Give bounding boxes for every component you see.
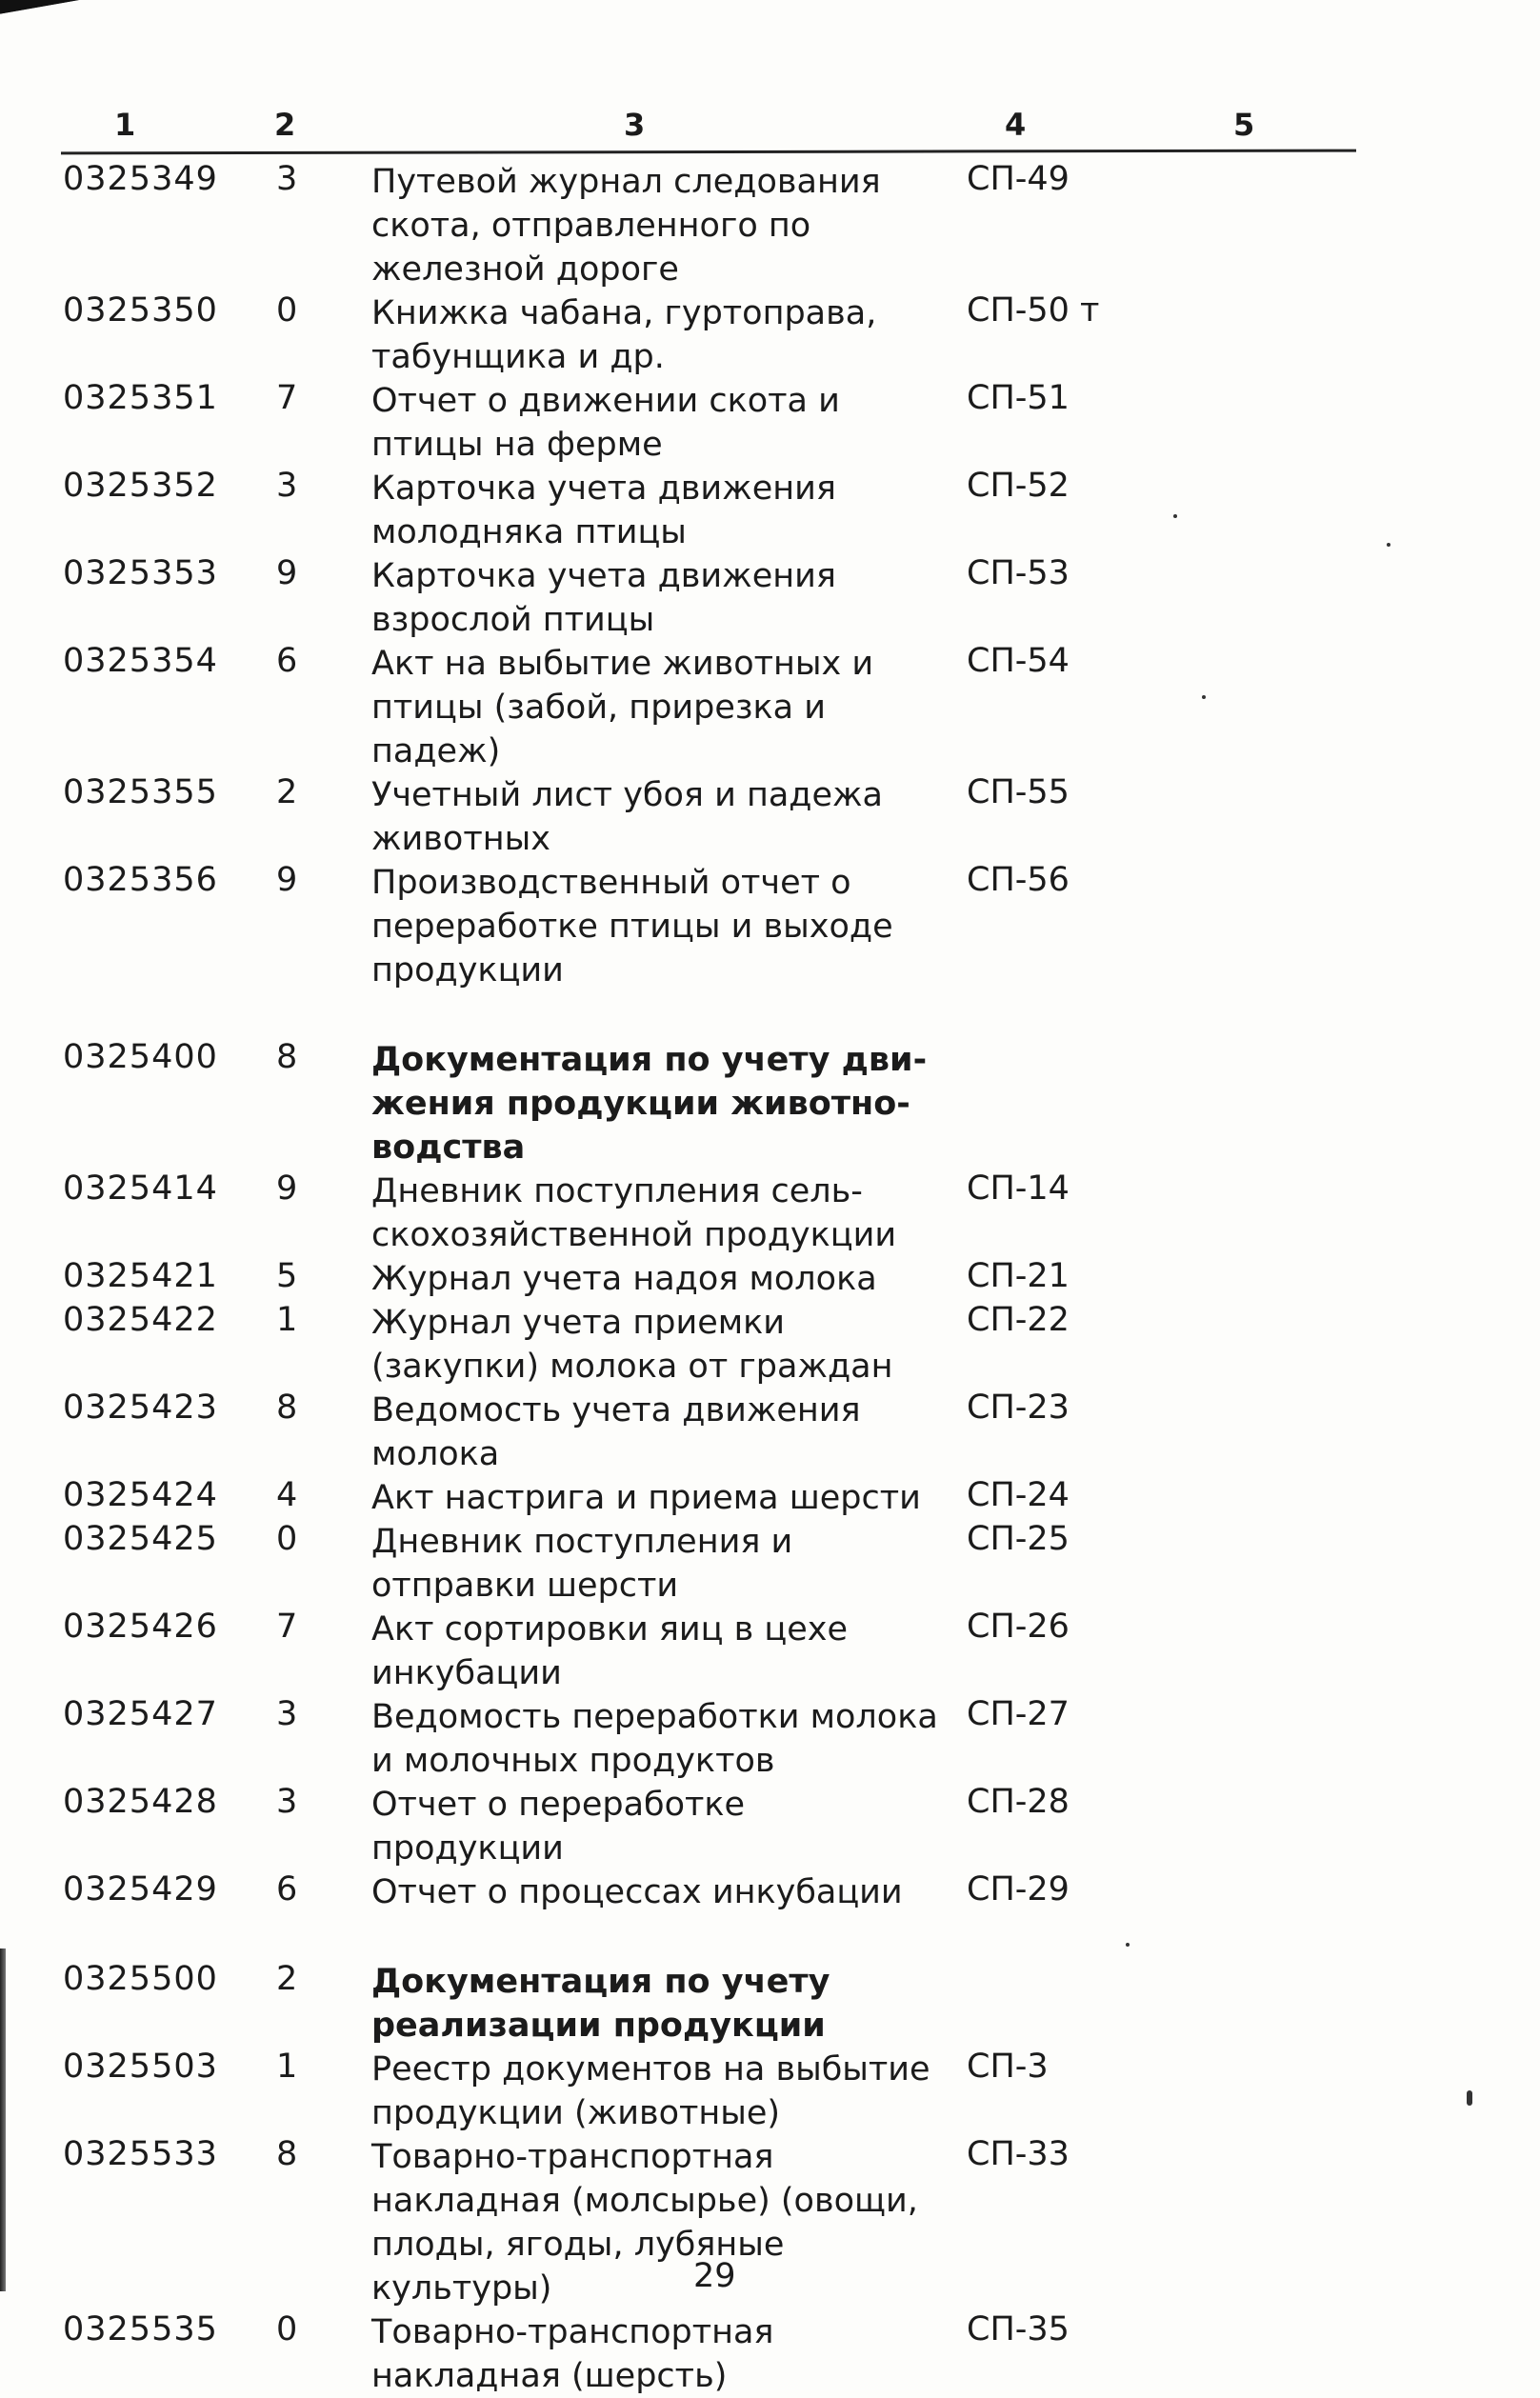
form-number: СП-25	[967, 1520, 1070, 1558]
form-name: Путевой журнал следования скота, отправленного по железной дороге	[371, 163, 881, 289]
control-digit: 3	[276, 160, 298, 198]
control-digit: 7	[276, 379, 298, 417]
scan-corner-mark	[0, 0, 105, 21]
form-name: Книжка чабана, гуртоправа, табунщика и др.	[371, 294, 877, 376]
okud-code: 0325424	[63, 1476, 218, 1514]
table-row	[0, 1301, 1540, 1389]
form-name: Ведомость учета движения молока	[371, 1391, 861, 1473]
classifier-table	[0, 160, 1540, 2398]
table-row	[0, 1783, 1540, 1870]
form-number: СП-33	[967, 2135, 1070, 2173]
control-digit: 9	[276, 861, 298, 899]
form-name: Документация по учету движения продукции животноводства	[371, 1041, 928, 1167]
form-number: СП-49	[967, 160, 1070, 198]
scan-speck	[1387, 543, 1390, 547]
table-row	[0, 554, 1540, 642]
form-number: СП-50 т	[967, 291, 1100, 330]
control-digit: 2	[276, 1960, 298, 1998]
control-digit: 2	[276, 773, 298, 811]
control-digit: 8	[276, 1389, 298, 1427]
header-col-4: 4	[1005, 107, 1027, 143]
form-number: СП-56	[967, 861, 1070, 899]
form-name: Отчет о переработке продукции	[371, 1786, 746, 1868]
header-col-3: 3	[624, 107, 646, 143]
control-digit: 1	[276, 1301, 298, 1339]
table-row	[0, 2310, 1540, 2398]
okud-code: 0325535	[63, 2310, 218, 2348]
control-digit: 5	[276, 1257, 298, 1295]
form-number: СП-51	[967, 379, 1070, 417]
okud-code: 0325414	[63, 1169, 218, 1208]
form-name: Акт настрига и приема шерсти	[371, 1479, 921, 1517]
table-row	[0, 467, 1540, 554]
form-name: Акт сортировки яиц в цехе инкубации	[371, 1610, 848, 1692]
form-name: Товарно-транспортная накладная (молсырье) (овощи, плоды, ягоды, лубяные культуры)	[371, 2138, 918, 2308]
page-number: 29	[693, 2257, 736, 2295]
table-row	[0, 773, 1540, 861]
scan-speck	[1467, 2090, 1472, 2106]
table-header	[0, 107, 1540, 149]
table-row	[0, 1169, 1540, 1257]
form-name: Документация по учету реализации продукции	[371, 1963, 830, 2045]
form-name: Журнал учета приемки (закупки) молока от граждан	[371, 1304, 893, 1386]
scan-speck	[1202, 695, 1206, 699]
okud-code: 0325351	[63, 379, 218, 417]
okud-code: 0325350	[63, 291, 218, 330]
control-digit: 3	[276, 1783, 298, 1821]
form-number: СП-22	[967, 1301, 1070, 1339]
form-name: Отчет о процессах инкубации	[371, 1873, 903, 1911]
okud-code: 0325352	[63, 467, 218, 505]
header-col-5: 5	[1233, 107, 1255, 143]
form-number: СП-24	[967, 1476, 1070, 1514]
okud-code: 0325423	[63, 1389, 218, 1427]
okud-code: 0325500	[63, 1960, 218, 1998]
okud-code: 0325425	[63, 1520, 218, 1558]
control-digit: 8	[276, 2135, 298, 2173]
table-row	[0, 642, 1540, 773]
control-digit: 3	[276, 467, 298, 505]
control-digit: 0	[276, 291, 298, 330]
form-number: СП-14	[967, 1169, 1070, 1208]
control-digit: 7	[276, 1608, 298, 1646]
table-row	[0, 160, 1540, 291]
form-name: Ведомость переработки молока и молочных продуктов	[371, 1698, 938, 1780]
form-name: Дневник поступления сельскохозяйственной продукции	[371, 1172, 897, 1254]
form-number: СП-52	[967, 467, 1070, 505]
form-number: СП-23	[967, 1389, 1070, 1427]
form-number: СП-35	[967, 2310, 1070, 2348]
header-col-2: 2	[274, 107, 296, 143]
form-name: Дневник поступления и отправки шерсти	[371, 1523, 793, 1605]
form-name: Карточка учета движения молодняка птицы	[371, 470, 836, 551]
form-number: СП-27	[967, 1695, 1070, 1733]
okud-code: 0325356	[63, 861, 218, 899]
form-name: Производственный отчет о переработке птицы и выходе продукции	[371, 864, 893, 989]
header-col-1: 1	[114, 107, 136, 143]
header-rule	[61, 150, 1356, 155]
page-footer	[0, 2257, 1540, 2295]
control-digit: 1	[276, 2048, 298, 2086]
control-digit: 0	[276, 1520, 298, 1558]
control-digit: 4	[276, 1476, 298, 1514]
okud-code: 0325349	[63, 160, 218, 198]
form-name: Акт на выбытие животных и птицы (забой, прирезка и падеж)	[371, 645, 874, 770]
form-name: Отчет о движении скота и птицы на ферме	[371, 382, 840, 464]
form-name: Журнал учета надоя молока	[371, 1260, 877, 1298]
okud-code: 0325400	[63, 1038, 218, 1076]
table-row	[0, 1608, 1540, 1695]
control-digit: 9	[276, 1169, 298, 1208]
form-name: Товарно-транспортная накладная (шерсть)	[371, 2313, 774, 2395]
okud-code: 0325422	[63, 1301, 218, 1339]
control-digit: 0	[276, 2310, 298, 2348]
control-digit: 6	[276, 642, 298, 680]
form-name: Учетный лист убоя и падежа животных	[371, 776, 883, 858]
okud-code: 0325355	[63, 773, 218, 811]
form-name: Карточка учета движения взрослой птицы	[371, 557, 836, 639]
table-row	[0, 379, 1540, 467]
table-row	[0, 861, 1540, 992]
section-heading-row	[0, 1960, 1540, 2048]
scan-speck	[1173, 514, 1177, 518]
section-heading-row	[0, 1038, 1540, 1169]
control-digit: 3	[276, 1695, 298, 1733]
table-row	[0, 291, 1540, 379]
table-row	[0, 1695, 1540, 1783]
table-row	[0, 1389, 1540, 1476]
table-row	[0, 2048, 1540, 2135]
table-row	[0, 1257, 1540, 1301]
control-digit: 6	[276, 1870, 298, 1908]
table-row	[0, 1870, 1540, 1914]
form-number: СП-21	[967, 1257, 1070, 1295]
okud-code: 0325503	[63, 2048, 218, 2086]
table-row	[0, 1476, 1540, 1520]
scan-speck	[1126, 1943, 1130, 1947]
okud-code: 0325427	[63, 1695, 218, 1733]
form-number: СП-29	[967, 1870, 1070, 1908]
form-name: Реестр документов на выбытие продукции (животные)	[371, 2050, 930, 2132]
okud-code: 0325353	[63, 554, 218, 592]
form-number: СП-53	[967, 554, 1070, 592]
okud-code: 0325421	[63, 1257, 218, 1295]
form-number: СП-28	[967, 1783, 1070, 1821]
okud-code: 0325426	[63, 1608, 218, 1646]
form-number: СП-55	[967, 773, 1070, 811]
okud-code: 0325429	[63, 1870, 218, 1908]
control-digit: 9	[276, 554, 298, 592]
table-row	[0, 1520, 1540, 1608]
okud-code: 0325533	[63, 2135, 218, 2173]
form-number: СП-26	[967, 1608, 1070, 1646]
control-digit: 8	[276, 1038, 298, 1076]
form-number: СП-3	[967, 2048, 1049, 2086]
form-number: СП-54	[967, 642, 1070, 680]
okud-code: 0325354	[63, 642, 218, 680]
okud-code: 0325428	[63, 1783, 218, 1821]
